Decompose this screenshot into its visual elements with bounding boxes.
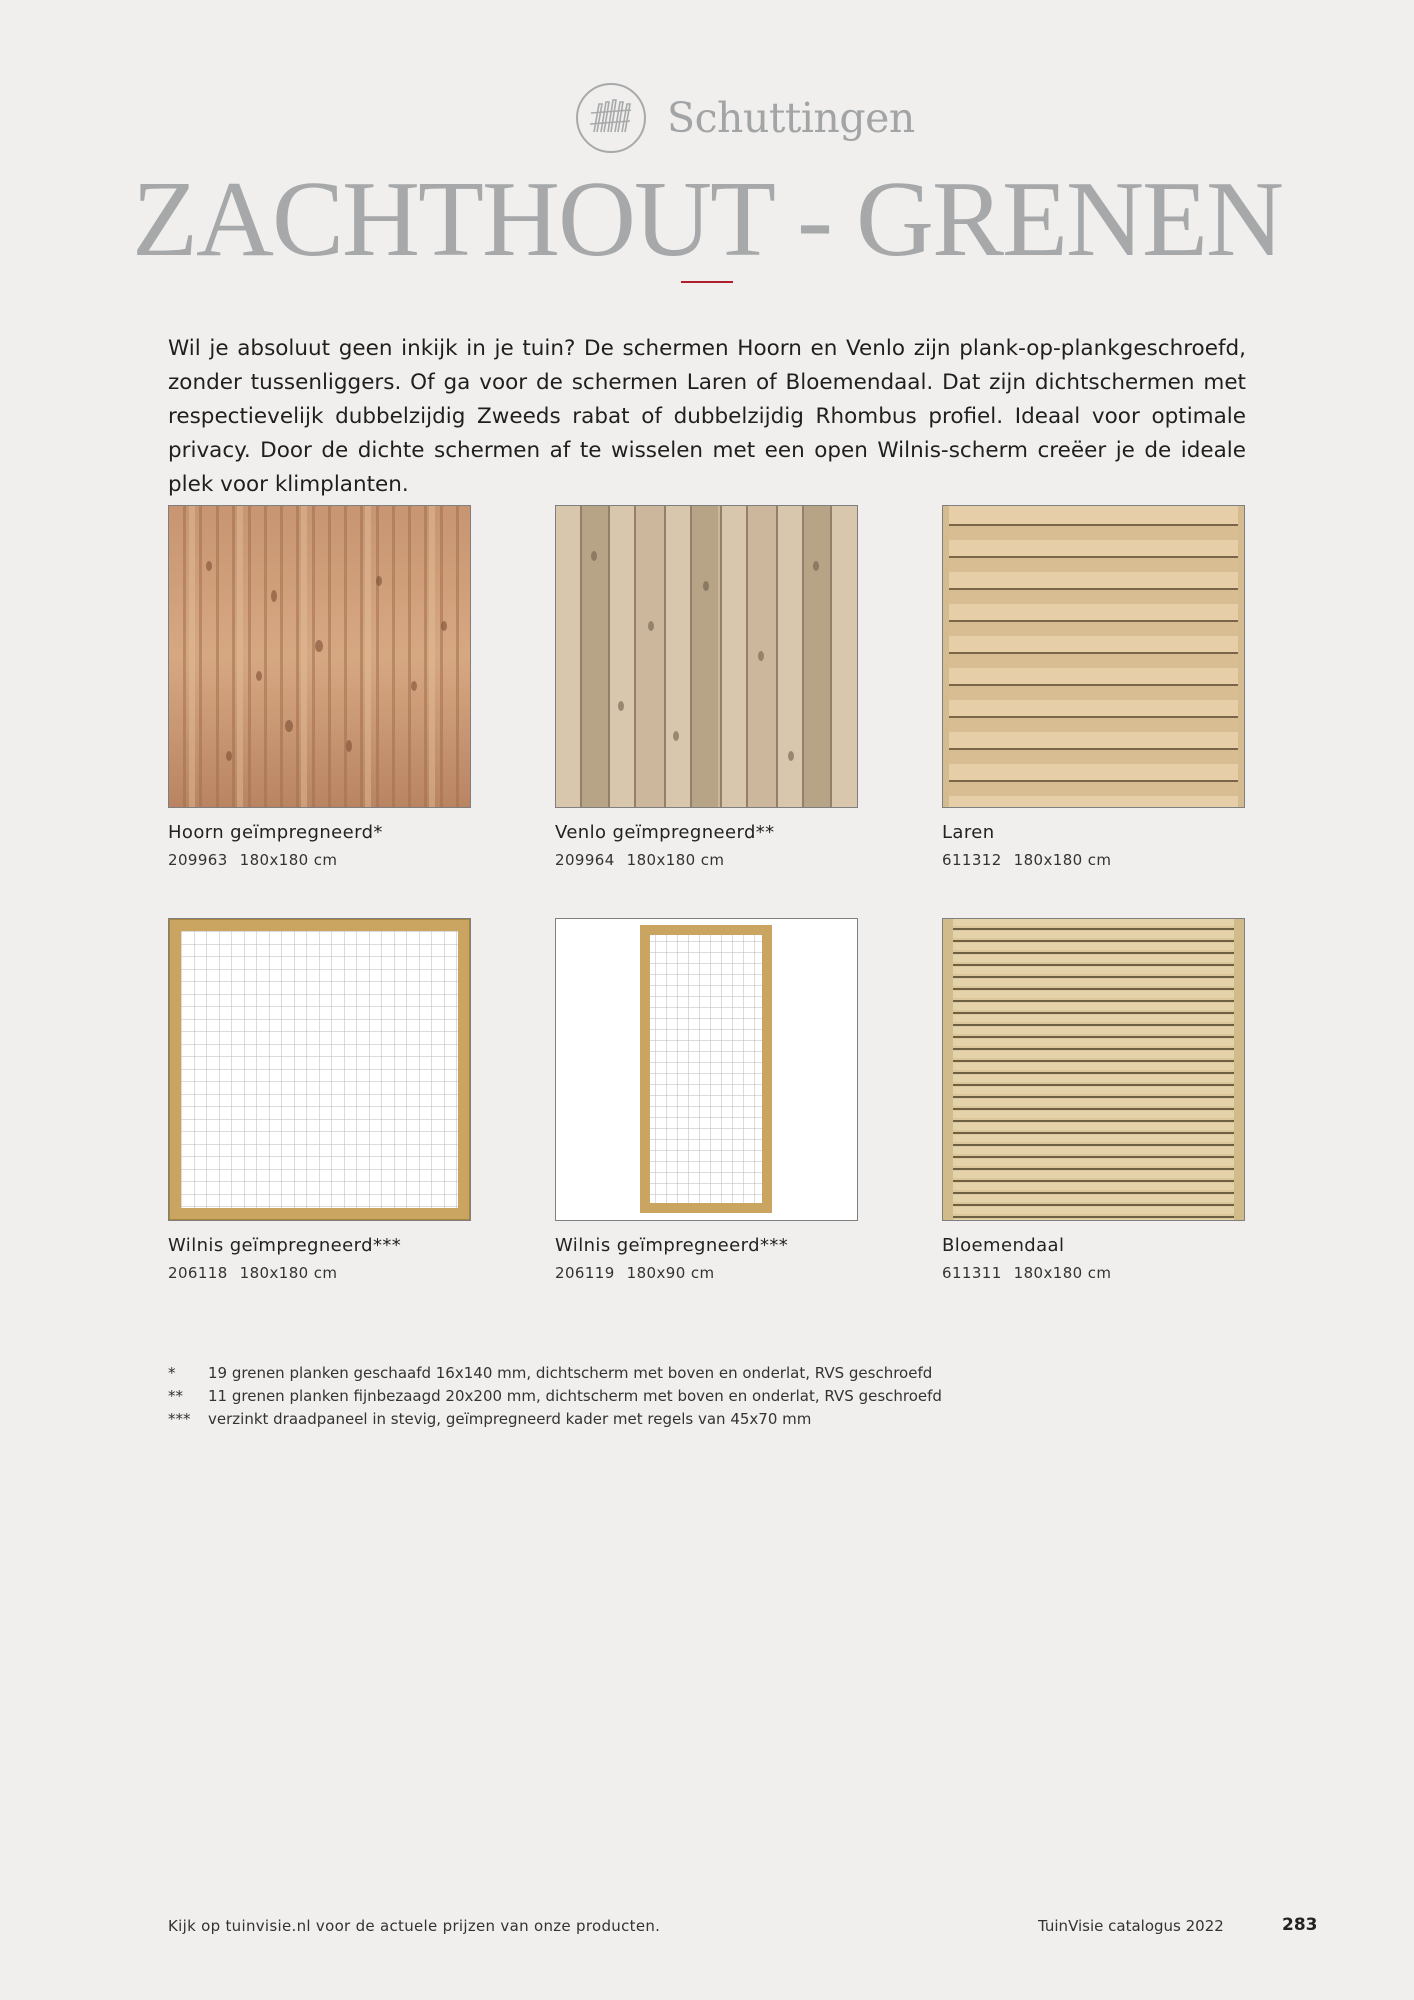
product-name: Laren (942, 822, 995, 843)
product-code: 209964 (555, 851, 615, 869)
footnote-3 (168, 1408, 942, 1431)
footer-website-note: Kijk op tuinvisie.nl voor de actuele prijzen van onze producten. (168, 1917, 661, 1935)
page-title: ZACHTHOUT - GRENEN (132, 160, 1282, 279)
product-size: 180x180 cm (626, 851, 725, 869)
category-heading (575, 82, 915, 154)
title-divider (681, 281, 733, 283)
product-size: 180x90 cm (626, 1264, 715, 1282)
product-image-bloemendaal (942, 918, 1245, 1221)
product-image-wilnis-large (168, 918, 471, 1221)
product-meta (555, 1264, 858, 1282)
product-size: 180x180 cm (1013, 851, 1112, 869)
product-image-laren (942, 505, 1245, 808)
product-name: Hoorn geïmpregneerd* (168, 822, 383, 843)
product-name: Bloemendaal (942, 1235, 1065, 1256)
product-size: 180x180 cm (1013, 1264, 1112, 1282)
product-image-venlo (555, 505, 858, 808)
footnote-text: 11 grenen planken fijnbezaagd 20x200 mm, dichtscherm met boven en onderlat, RVS geschroefd (208, 1387, 942, 1405)
product-name: Venlo geïmpregneerd** (555, 822, 775, 843)
product-name: Wilnis geïmpregneerd*** (168, 1235, 402, 1256)
footnote-mark: *** (168, 1410, 191, 1428)
footnote-1 (168, 1362, 942, 1385)
product-code: 206119 (555, 1264, 615, 1282)
product-code: 209963 (168, 851, 228, 869)
product-card-wilnis-large (168, 918, 471, 1282)
footnotes (168, 1362, 942, 1431)
intro-paragraph: Wil je absoluut geen inkijk in je tuin? De schermen Hoorn en Venlo zijn plank-op-plankgeschroefd, zonder tussenliggers. Of ga voor de schermen Laren of Bloemendaal. Dat zijn dichtschermen met respectievelijk dubbelzijdig Zweeds rabat of dubbelzijdig Rhombus profiel. Ideaal voor optimale privacy. Door de dichte schermen af te wisselen met een open Wilnis-scherm creëer je de ideale plek voor klimplanten. (168, 336, 1246, 497)
product-meta (942, 1264, 1245, 1282)
footer-catalog-name: TuinVisie catalogus 2022 (1038, 1917, 1224, 1935)
product-meta (942, 851, 1245, 869)
product-code: 206118 (168, 1264, 228, 1282)
footnote-mark: ** (168, 1387, 183, 1405)
product-name: Wilnis geïmpregneerd*** (555, 1235, 789, 1256)
page-number: 283 (1282, 1915, 1318, 1935)
product-image-wilnis-small (555, 918, 858, 1221)
product-card-hoorn (168, 505, 471, 869)
product-card-wilnis-small (555, 918, 858, 1282)
product-code: 611312 (942, 851, 1002, 869)
product-code: 611311 (942, 1264, 1002, 1282)
product-size: 180x180 cm (239, 851, 338, 869)
product-image-hoorn (168, 505, 471, 808)
product-card-venlo (555, 505, 858, 869)
product-card-laren (942, 505, 1245, 869)
product-meta (168, 851, 471, 869)
product-card-bloemendaal (942, 918, 1245, 1282)
fence-icon (575, 82, 647, 154)
product-size: 180x180 cm (239, 1264, 338, 1282)
footnote-text: verzinkt draadpaneel in stevig, geïmpregneerd kader met regels van 45x70 mm (208, 1410, 812, 1428)
footnote-text: 19 grenen planken geschaafd 16x140 mm, dichtscherm met boven en onderlat, RVS geschroefd (208, 1364, 933, 1382)
product-meta (555, 851, 858, 869)
product-meta (168, 1264, 471, 1282)
category-label: Schuttingen (667, 94, 915, 142)
footnote-2 (168, 1385, 942, 1408)
footnote-mark: * (168, 1364, 176, 1382)
